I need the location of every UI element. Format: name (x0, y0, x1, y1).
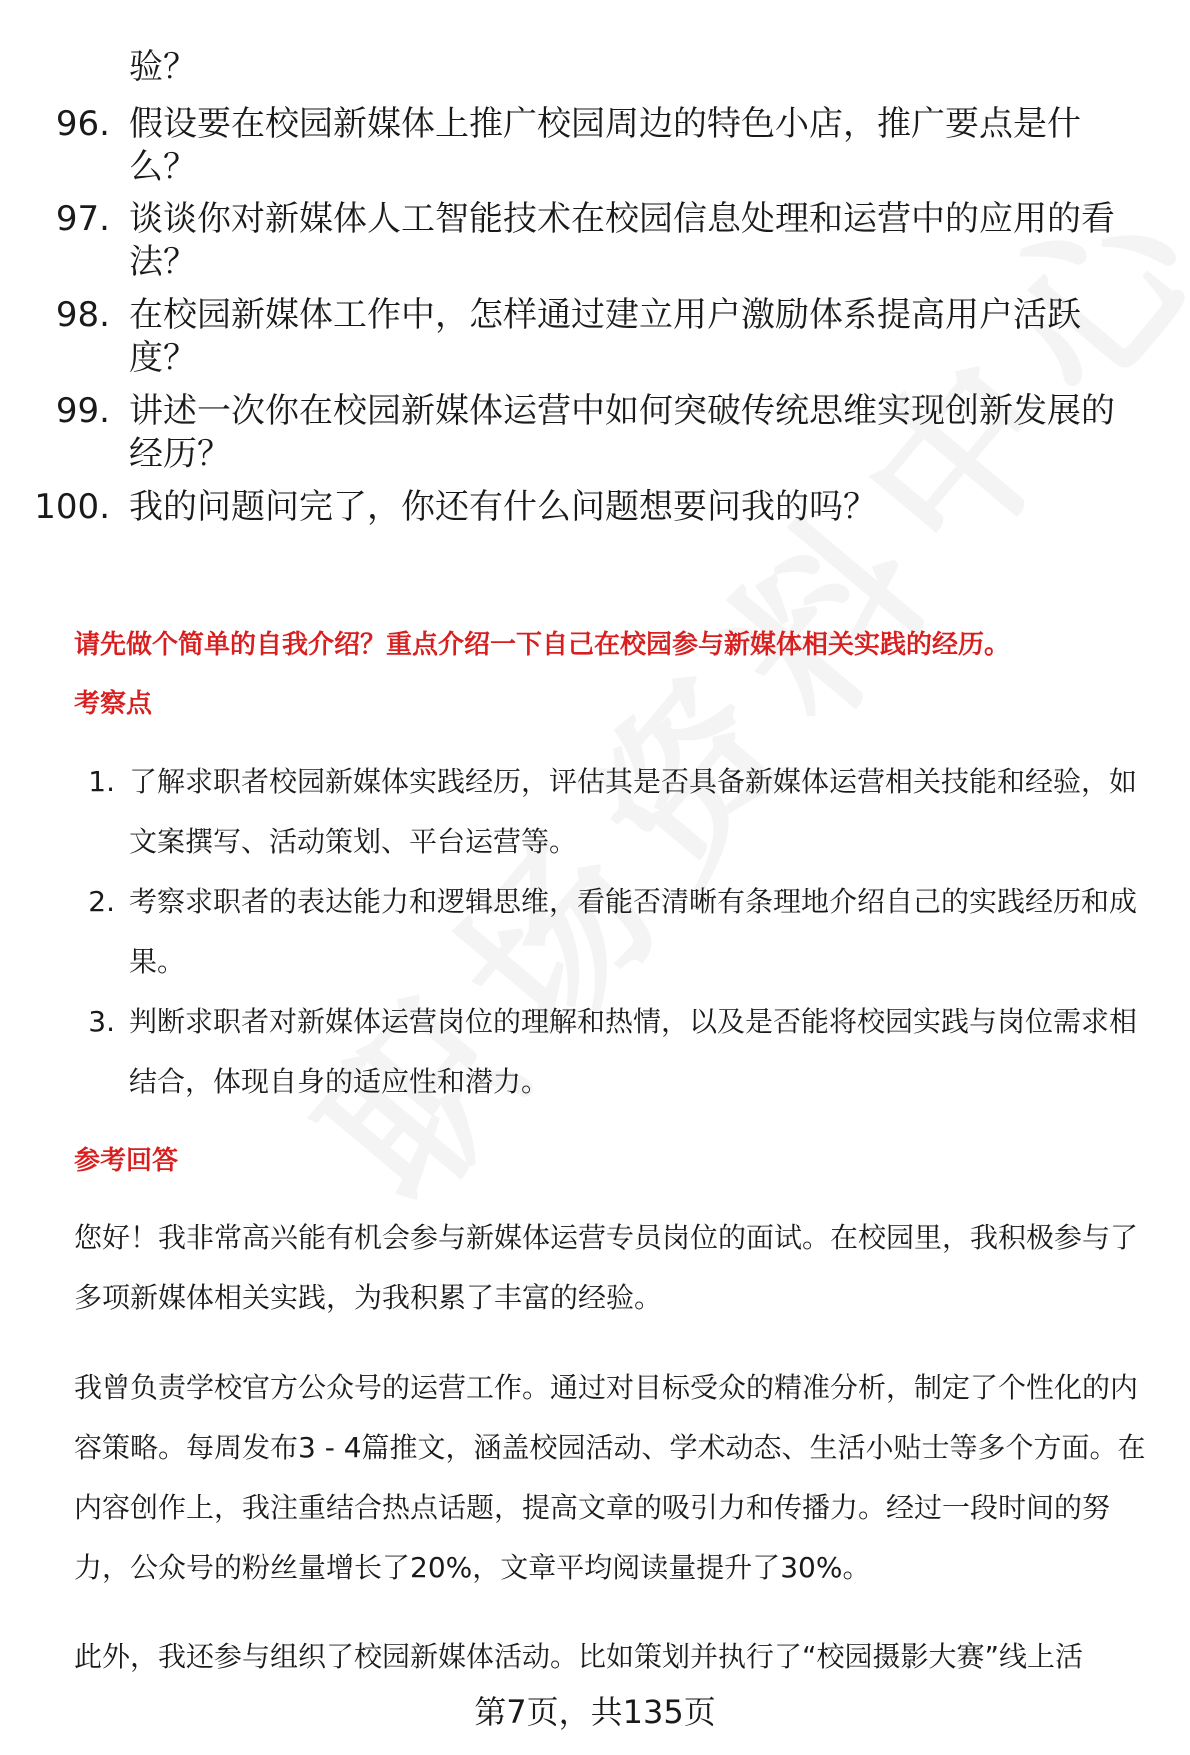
item-text: 考察求职者的表达能力和逻辑思维，看能否清晰有条理地介绍自己的实践经历和成果。 (129, 885, 1138, 978)
item-text: 讲述一次你在校园新媒体运营中如何突破传统思维实现创新发展的经历？ (129, 391, 1115, 474)
item-text: 谈谈你对新媒体人工智能技术在校园信息处理和运营中的应用的看法？ (129, 199, 1115, 282)
answer-paragraph: 我曾负责学校官方公众号的运营工作。通过对目标受众的精准分析，制定了个性化的内容策略。每周发布3 - 4篇推文，涵盖校园活动、学术动态、生活小贴士等多个方面。在内容创作上，我注重结合热点话题，提高文章的吸引力和传播力。经过一段时间的努力，公众号的粉丝量增长了20%，文章平均阅读量提升了30%。 (74, 1371, 1146, 1584)
item-number: 2. (88, 885, 115, 918)
item-number: 98. (55, 295, 110, 335)
page-footer: 第7页，共135页 (474, 1693, 716, 1731)
item-text: 假设要在校园新媒体上推广校园周边的特色小店，推广要点是什么？ (129, 104, 1081, 187)
item-number: 100. (34, 487, 110, 527)
answer-paragraph: 您好！我非常高兴能有机会参与新媒体运营专员岗位的面试。在校园里，我积极参与了多项新媒体相关实践，为我积累了丰富的经验。 (74, 1221, 1139, 1314)
item-text: 我的问题问完了，你还有什么问题想要问我的吗？ (129, 487, 877, 527)
item-text: 验？ (129, 47, 197, 87)
item-number: 1. (88, 765, 115, 798)
item-text: 了解求职者校园新媒体实践经历，评估其是否具备新媒体运营相关技能和经验，如文案撰写、活动策划、平台运营等。 (129, 765, 1138, 858)
section-title-answer: 参考回答 (74, 1146, 179, 1176)
item-text: 在校园新媒体工作中，怎样通过建立用户激励体系提高用户活跃度？ (129, 295, 1081, 378)
item-number: 99. (55, 391, 110, 431)
section-title-points: 考察点 (74, 689, 153, 719)
item-number: 96. (55, 104, 110, 144)
item-number: 97. (55, 199, 110, 239)
answer-paragraph: 此外，我还参与组织了校园新媒体活动。比如策划并执行了“校园摄影大赛”线上活 (74, 1640, 1084, 1673)
item-text: 判断求职者对新媒体运营岗位的理解和热情，以及是否能将校园实践与岗位需求相结合，体现自身的适应性和潜力。 (129, 1005, 1138, 1098)
main-question-heading: 请先做个简单的自我介绍？重点介绍一下自己在校园参与新媒体相关实践的经历。 (74, 630, 1011, 660)
item-number: 3. (88, 1005, 115, 1038)
